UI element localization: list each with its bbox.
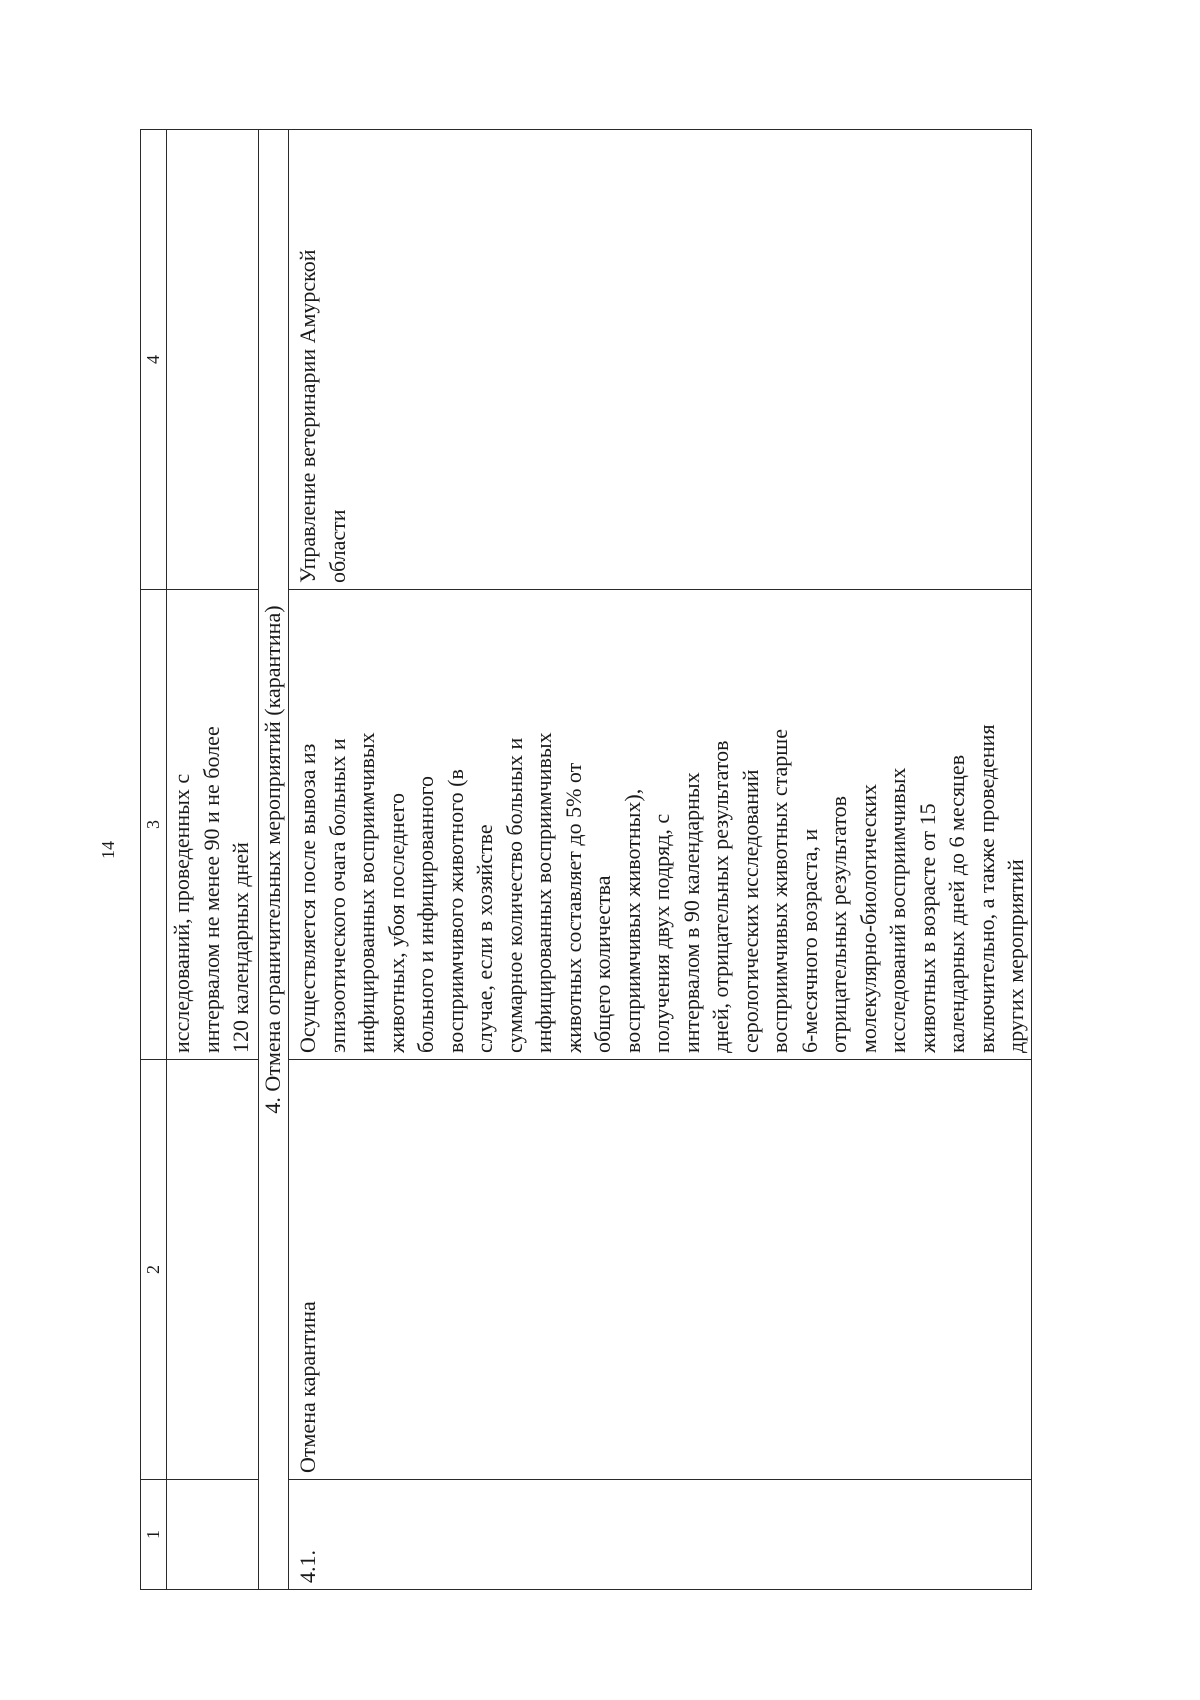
rotated-table-container [140,130,1028,1590]
row-condition [289,590,1032,1060]
text-line: инфицированных восприимчивых [354,732,379,1053]
text-line: Управление ветеринарии Амурской [295,249,320,583]
text-line: инфицированных восприимчивых [531,732,556,1053]
section-row [259,130,289,1590]
header-cell-3: 3 [141,590,167,1060]
text-line: серологических исследований [737,769,763,1053]
continuation-condition-cell [167,590,259,1060]
text-line: эпизоотического очага больных и [324,738,350,1053]
text-line: календарных дней до 6 месяцев [944,754,969,1053]
text-line: животных в возрасте от 15 [914,803,940,1053]
continuation-cell-4 [167,130,259,590]
table-header-row [141,130,167,1590]
header-cell-1: 1 [141,1480,167,1590]
text-line: исследований, проведенных с [169,773,194,1053]
text-line: 6-месячного возраста, и [796,828,822,1053]
text-line: больного и инфицированного [413,776,438,1053]
text-line: 120 календарных дней [228,842,253,1053]
text-line: восприимчивых животных старше [767,728,792,1053]
text-line: получения двух подряд, с [649,813,674,1053]
row-action: Отмена карантина [289,1060,1032,1480]
text-line: восприимчивых животных), [619,788,645,1053]
section-title: 4. Отмена ограничительных мероприятий (карантина) [259,130,289,1590]
text-line: других мероприятий [1003,859,1028,1053]
text-line: включительно, а также проведения [973,724,999,1053]
text-line: общего количества [590,875,615,1053]
page-number: 14 [98,841,118,859]
text-line: исследований восприимчивых [885,767,910,1053]
text-line: интервалом в 90 календарных [678,772,704,1053]
continuation-cell-1 [167,1480,259,1590]
text-line: Осуществляется после вывоза из [295,743,320,1053]
text-line: области [324,509,350,583]
row-number: 4.1. [289,1480,1032,1590]
continuation-cell-2 [167,1060,259,1480]
text-line: животных, убоя последнего [383,793,409,1053]
text-line: интервалом не менее 90 и не более [198,726,224,1053]
table-row [289,130,1032,1590]
text-line: суммарное количество больных и [501,737,527,1053]
text-line: дней, отрицательных результатов [708,740,733,1053]
header-cell-2: 2 [141,1060,167,1480]
row-responsible [289,130,1032,590]
header-cell-4: 4 [141,130,167,590]
text-line: восприимчивого животного (в [442,769,468,1053]
text-line: молекулярно-биологических [855,783,881,1053]
text-line: отрицательных результатов [826,795,851,1053]
continuation-row [167,130,259,1590]
measures-table [140,129,1032,1590]
text-line: животных составляет до 5% от [560,762,586,1053]
text-line: случае, если в хозяйстве [472,824,497,1053]
